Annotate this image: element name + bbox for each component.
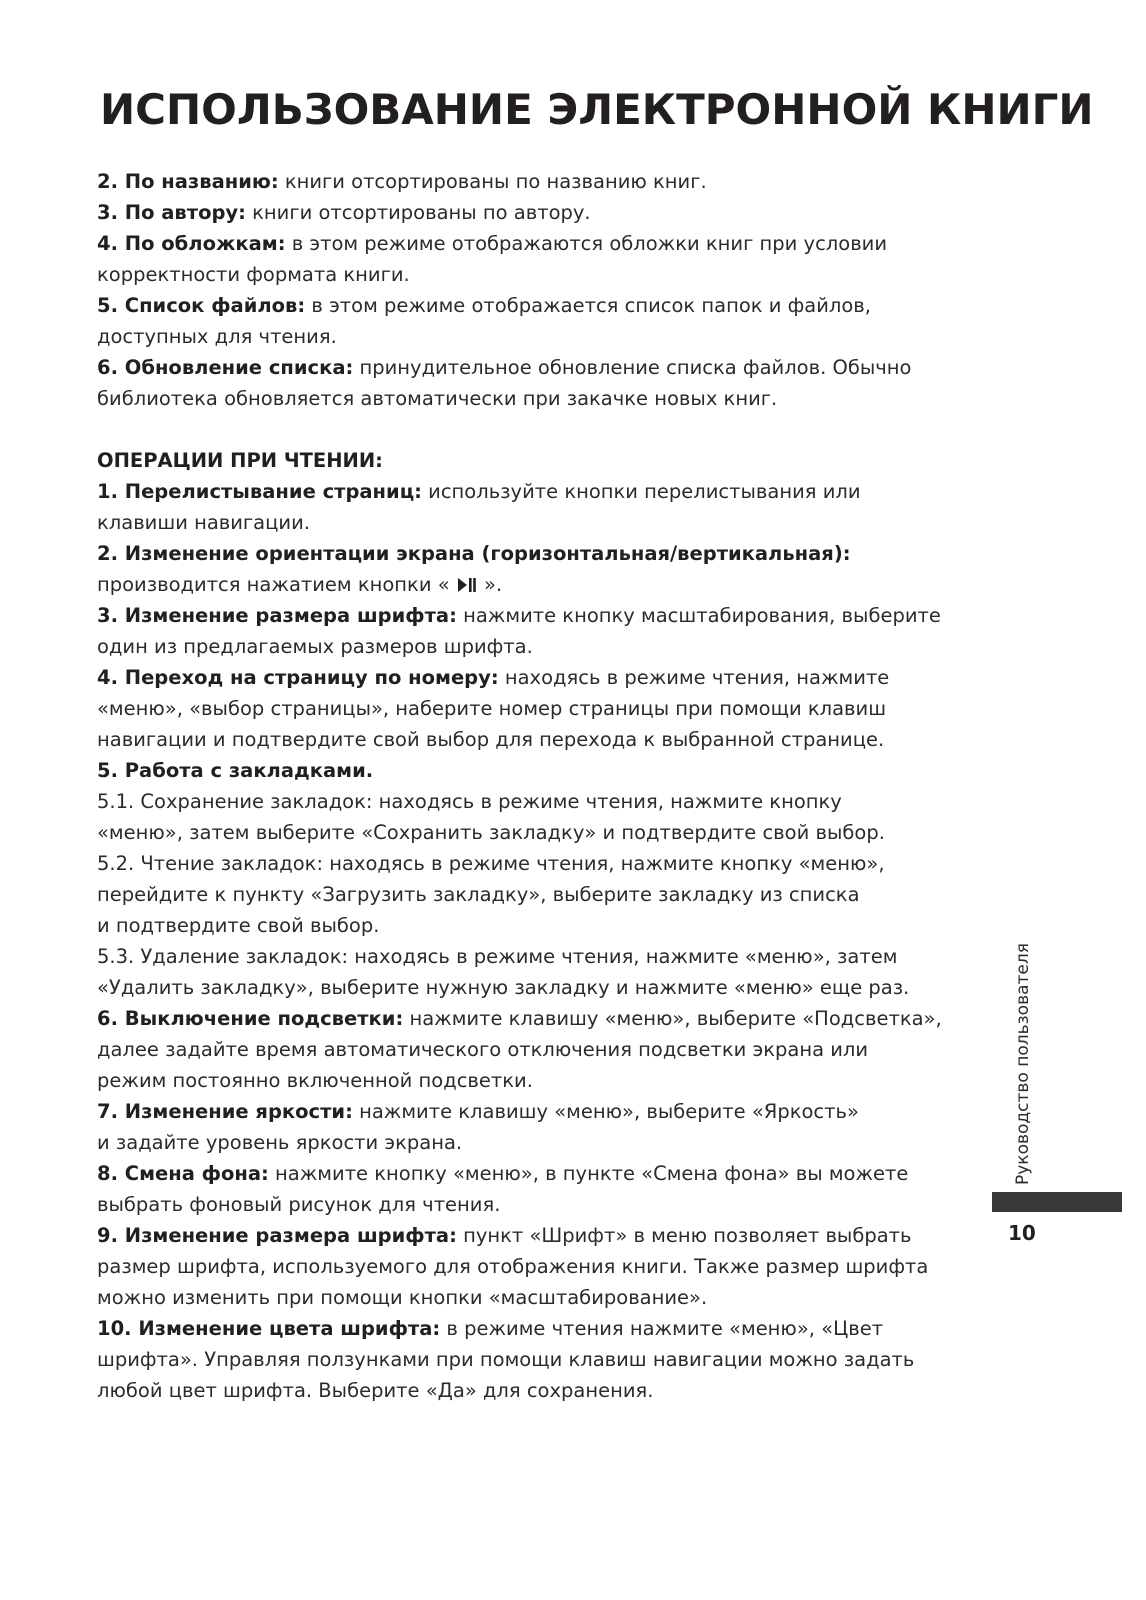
item-continuation: «Удалить закладку», выберите нужную закладку и нажмите «меню» еще раз. <box>97 976 910 999</box>
operation-item <box>97 1096 967 1127</box>
operation-item <box>97 1158 967 1189</box>
item-continuation: «меню», «выбор страницы», наберите номер страницы при помощи клавиш <box>97 697 887 720</box>
item-text: нажмите клавишу «меню», выберите «Подсветка», <box>403 1007 942 1030</box>
item-text: используйте кнопки перелистывания или <box>421 480 861 503</box>
item-label: 5. Работа с закладками. <box>97 759 374 782</box>
item-continuation: навигации и подтвердите свой выбор для перехода к выбранной странице. <box>97 728 885 751</box>
sort-item <box>97 166 967 197</box>
item-label: 7. Изменение яркости: <box>97 1100 353 1123</box>
item-label: 2. По названию: <box>97 170 279 193</box>
item-label: 2. Изменение ориентации экрана (горизонтальная/вертикальная): <box>97 542 851 565</box>
operation-item <box>97 755 967 786</box>
item-continuation: библиотека обновляется автоматически при закачке новых книг. <box>97 387 778 410</box>
item-label: 6. Выключение подсветки: <box>97 1007 404 1030</box>
sub-item: 5.1. Сохранение закладок: находясь в режиме чтения, нажмите кнопку <box>97 790 842 813</box>
sort-item <box>97 228 967 259</box>
item-continuation: клавиши навигации. <box>97 511 310 534</box>
item-text: книги отсортированы по названию книг. <box>278 170 707 193</box>
manual-body <box>97 166 967 1406</box>
item-text: нажмите кнопку масштабирования, выберите <box>456 604 941 627</box>
item-continuation: корректности формата книги. <box>97 263 410 286</box>
item-continuation: шрифта». Управляя ползунками при помощи клавиш навигации можно задать <box>97 1348 915 1371</box>
side-bar <box>992 1192 1122 1212</box>
sort-item <box>97 197 967 228</box>
item-text: в этом режиме отображается список папок и файлов, <box>305 294 871 317</box>
item-continuation: доступных для чтения. <box>97 325 337 348</box>
item-continuation: «меню», затем выберите «Сохранить закладку» и подтвердите свой выбор. <box>97 821 885 844</box>
item-label: 3. По автору: <box>97 201 246 224</box>
item-continuation: размер шрифта, используемого для отображения книги. Также размер шрифта <box>97 1255 929 1278</box>
play-pause-icon <box>458 578 476 592</box>
item-label: 8. Смена фона: <box>97 1162 269 1185</box>
operation-item <box>97 1313 967 1344</box>
page-number: 10 <box>1008 1221 1036 1245</box>
item-text: принудительное обновление списка файлов. Обычно <box>353 356 912 379</box>
item-text: в этом режиме отображаются обложки книг при условии <box>285 232 888 255</box>
sort-item <box>97 352 967 383</box>
item-continuation: и подтвердите свой выбор. <box>97 914 380 937</box>
item-text: находясь в режиме чтения, нажмите <box>498 666 890 689</box>
operation-item <box>97 476 967 507</box>
sub-item: 5.2. Чтение закладок: находясь в режиме чтения, нажмите кнопку «меню», <box>97 852 885 875</box>
item-text: нажмите клавишу «меню», выберите «Яркость» <box>352 1100 859 1123</box>
item-text: нажмите кнопку «меню», в пункте «Смена фона» вы можете <box>268 1162 909 1185</box>
item-text: в режиме чтения нажмите «меню», «Цвет <box>440 1317 884 1340</box>
item-label: 3. Изменение размера шрифта: <box>97 604 457 627</box>
operation-item <box>97 662 967 693</box>
item-text: ». <box>477 573 503 596</box>
item-continuation: один из предлагаемых размеров шрифта. <box>97 635 533 658</box>
item-continuation: можно изменить при помощи кнопки «масштабирование». <box>97 1286 708 1309</box>
item-text: книги отсортированы по автору. <box>245 201 591 224</box>
section-heading: ОПЕРАЦИИ ПРИ ЧТЕНИИ: <box>97 449 383 472</box>
spacer <box>97 414 967 445</box>
item-continuation: выбрать фоновый рисунок для чтения. <box>97 1193 501 1216</box>
item-continuation: и задайте уровень яркости экрана. <box>97 1131 463 1154</box>
item-text: производится нажатием кнопки « <box>97 573 456 596</box>
item-continuation: перейдите к пункту «Загрузить закладку», выберите закладку из списка <box>97 883 860 906</box>
item-label: 4. Переход на страницу по номеру: <box>97 666 499 689</box>
item-label: 9. Изменение размера шрифта: <box>97 1224 457 1247</box>
item-label: 5. Список файлов: <box>97 294 306 317</box>
side-label: Руководство пользователя <box>1013 943 1033 1185</box>
item-continuation: любой цвет шрифта. Выберите «Да» для сохранения. <box>97 1379 654 1402</box>
page-title: ИСПОЛЬЗОВАНИЕ ЭЛЕКТРОННОЙ КНИГИ <box>100 85 1094 134</box>
item-label: 10. Изменение цвета шрифта: <box>97 1317 441 1340</box>
item-continuation: режим постоянно включенной подсветки. <box>97 1069 533 1092</box>
item-label: 4. По обложкам: <box>97 232 286 255</box>
sub-item: 5.3. Удаление закладок: находясь в режиме чтения, нажмите «меню», затем <box>97 945 898 968</box>
item-label: 6. Обновление списка: <box>97 356 354 379</box>
operation-item <box>97 600 967 631</box>
operation-item <box>97 1003 967 1034</box>
operation-item <box>97 538 967 569</box>
item-text: пункт «Шрифт» в меню позволяет выбрать <box>456 1224 912 1247</box>
sort-item <box>97 290 967 321</box>
item-continuation: далее задайте время автоматического отключения подсветки экрана или <box>97 1038 869 1061</box>
item-label: 1. Перелистывание страниц: <box>97 480 422 503</box>
item-continuation <box>97 569 967 600</box>
operation-item <box>97 1220 967 1251</box>
